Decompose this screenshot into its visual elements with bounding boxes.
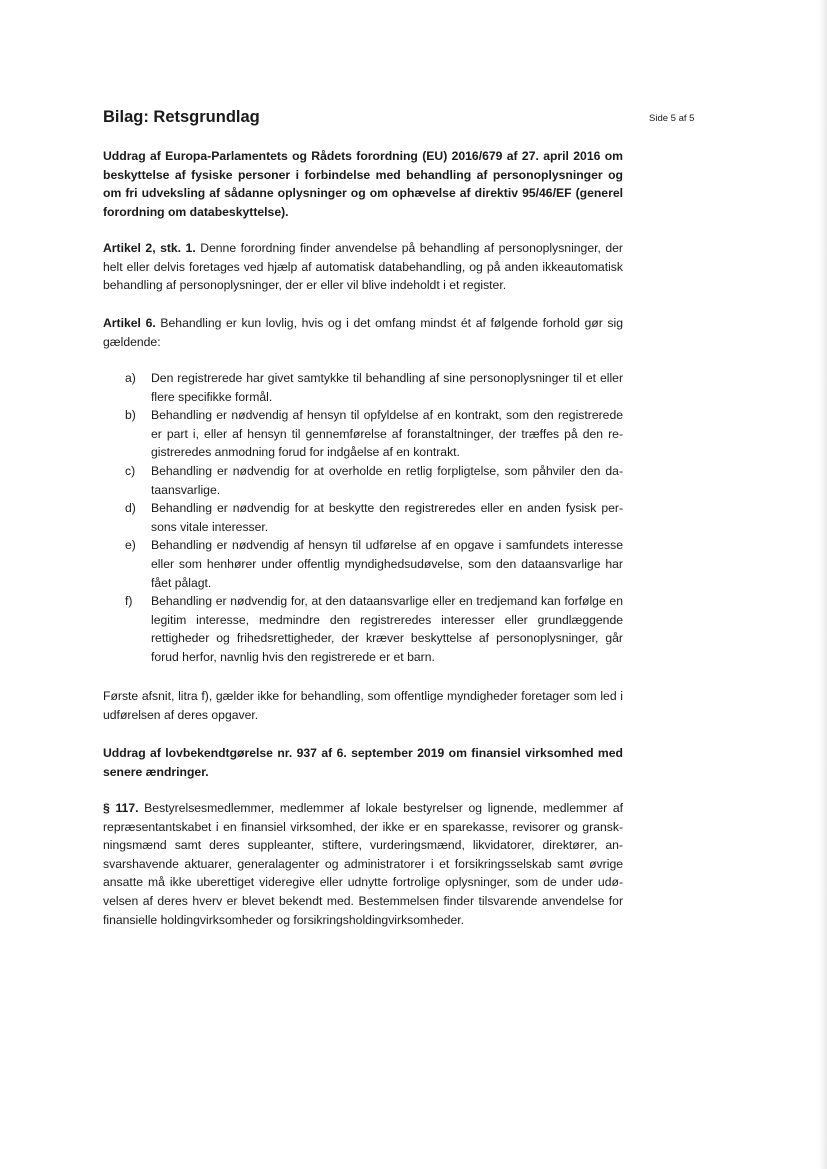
article-2-paragraph bbox=[103, 239, 623, 295]
section-117-text: Bestyrelsesmedlemmer, medlemmer af lokale bestyrelser og lignende, medlemmer af repræsentantskabet i en finansiel virksomhed, der ikke er en sparekasse, revisorer og granskningsmænd samt deres suppleanter, stiftere, vurderingsmænd, likvidatorer, direktører, ansvarshavende aktuarer, generalagenter og administratorer i et forsikringsselskab samt øvrige ansatte må ikke uberettiget videregive eller udnytte fortrolige oplysninger, som de under udøvelsen af deres hverv er blevet bekendt med. Bestemmelsen finder tilsvarende anvendelse for finansielle holdingvirksomheder og forsikringsholdingvirksomheder. bbox=[103, 801, 623, 927]
list-marker: f) bbox=[125, 594, 133, 609]
list-item bbox=[103, 536, 623, 592]
list-item-text: Den registrerede har givet samtykke til behandling af sine personoplysninger til et eller flere specifikke formål. bbox=[151, 371, 623, 404]
list-item bbox=[103, 592, 623, 666]
list-marker: b) bbox=[125, 408, 136, 423]
list-item bbox=[103, 462, 623, 499]
litra-f-note: Første afsnit, litra f), gælder ikke for behandling, som offentlige myndigheder foretager som led i udførelsen af deres opgaver. bbox=[103, 689, 623, 722]
list-item-text: Behandling er nødvendig af hensyn til opfyldelse af en kontrakt, som den registrerede er part i, eller af hensyn til gennemførelse af foranstaltninger, der træffes på den registreredes anmodning forud for indgåelse af en kontrakt. bbox=[151, 408, 623, 460]
scan-edge-shadow bbox=[819, 0, 827, 1169]
article-6-lead: Artikel 6. bbox=[103, 316, 156, 330]
list-marker: c) bbox=[125, 463, 136, 478]
list-item bbox=[103, 369, 623, 406]
page-heading: Bilag: Retsgrundlag bbox=[103, 108, 260, 126]
list-item-text: Behandling er nødvendig af hensyn til udførelse af en opgave i samfundets interesse eller som henhører under offentlig myndighedsudøvelse, som den dataansvarlige har fået pålagt. bbox=[151, 538, 623, 590]
article-6-paragraph bbox=[103, 314, 623, 351]
list-marker: e) bbox=[125, 538, 136, 553]
gdpr-excerpt-title: Uddrag af Europa-Parlamentets og Rådets forordning (EU) 2016/679 af 27. april 2016 om beskyttelse af fysiske personer i forbindelse med behandling af personoplysninger og om fri udveksling af sådanne oplysninger og om ophævelse af direktiv 95/46/EF (generel forordning om databeskyttelse). bbox=[103, 149, 623, 219]
list-marker: a) bbox=[125, 371, 136, 385]
list-item bbox=[103, 406, 623, 462]
article-2-lead: Artikel 2, stk. 1. bbox=[103, 241, 196, 255]
section-117-paragraph bbox=[103, 799, 623, 929]
list-marker: d) bbox=[125, 501, 136, 516]
list-item-text: Behandling er nødvendig for, at den dataansvarlige eller en tredjemand kan forfølge en legitim interesse, medmindre den registreredes interesser eller grundlæggende rettigheder og frihedsrettigheder, der kræver beskyttelse af personoplysninger, går forud herfor, navnlig hvis den registrerede er et barn. bbox=[151, 594, 623, 664]
list-item-text: Behandling er nødvendig for at beskytte den registreredes eller en anden fysisk persons vitale interesser. bbox=[151, 501, 623, 534]
article-2-text: Denne forordning finder anvendelse på behandling af personoplysninger, der helt eller delvis foretages ved hjælp af automatisk databehandling, og på anden ikkeautomatisk behandling af personoplysninger, der er eller vil blive indeholdt i et register. bbox=[103, 241, 623, 293]
article-6-text: Behandling er kun lovlig, hvis og i det omfang mindst ét af følgende forhold gør sig gældende: bbox=[103, 316, 624, 349]
article-6-conditions-list bbox=[103, 369, 623, 667]
list-item-text: Behandling er nødvendig for at overholde en retlig forpligtelse, som påhviler den dataansvarlige. bbox=[151, 463, 623, 497]
section-117-lead: § 117. bbox=[103, 801, 139, 815]
list-item bbox=[103, 499, 623, 536]
page-number: Side 5 af 5 bbox=[649, 113, 695, 124]
fvl-excerpt-title: Uddrag af lovbekendtgørelse nr. 937 af 6. september 2019 om finansiel virksomhed med senere ændringer. bbox=[103, 746, 623, 779]
